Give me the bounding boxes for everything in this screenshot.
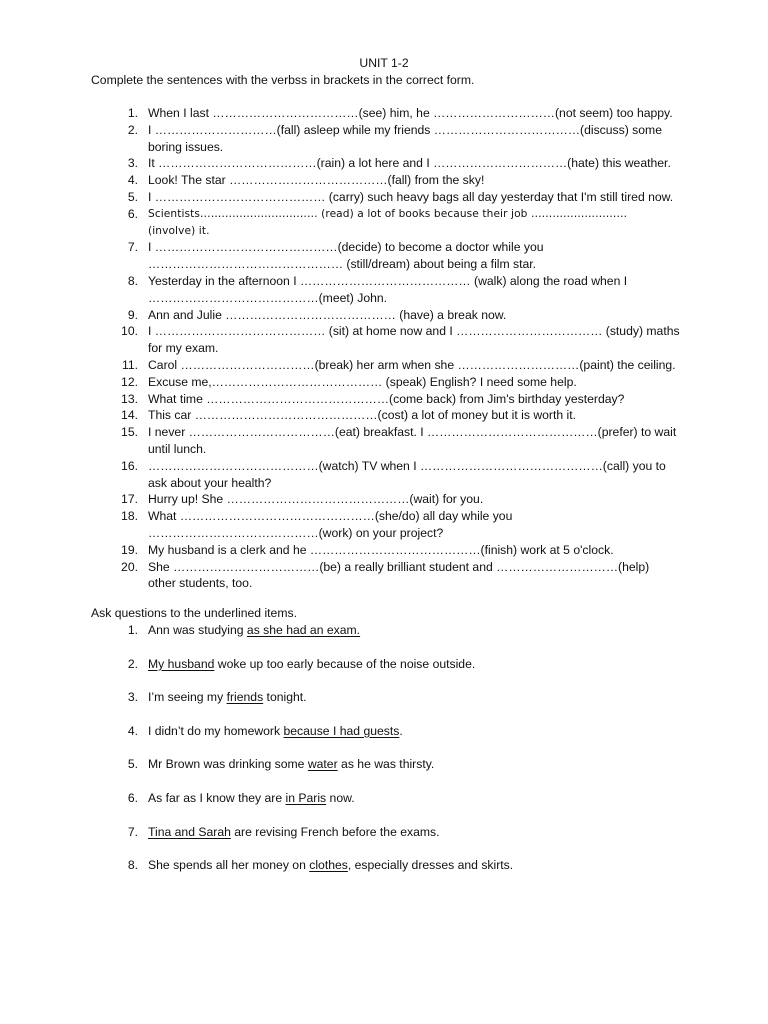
item-number: 3. — [127, 156, 138, 171]
list-item — [110, 122, 710, 156]
item-number: 15. — [121, 425, 138, 440]
underlined-item: My husband — [148, 656, 215, 671]
list-item — [110, 239, 710, 273]
underlined-item: Tina and Sarah — [148, 824, 231, 839]
list-item — [110, 458, 710, 492]
item-text: What …………………………………………(she/do) all day while you ……………………………………(work) on your project? — [148, 509, 513, 540]
underlined-item: because I had guests — [283, 723, 400, 738]
text-after: as he was thirsty. — [337, 757, 435, 772]
item-text: It …………………………………(rain) a lot here and I ……………………………(hate) this weather. — [148, 156, 671, 171]
underlined-item: friends — [226, 690, 264, 705]
list-item — [110, 622, 710, 656]
item-number: 18. — [121, 509, 138, 524]
text-before: I didn’t do my homework — [148, 723, 284, 738]
item-number: 11. — [121, 357, 138, 372]
item-number: 7. — [127, 824, 138, 839]
item-number: 1. — [127, 106, 138, 120]
item-number: 4. — [127, 173, 138, 188]
list-item — [110, 391, 710, 408]
item-number: 7. — [127, 240, 138, 255]
exercise-2-list — [110, 622, 710, 891]
item-text: Ann and Julie …………………………………… (have) a break now. — [148, 307, 507, 322]
item-number: 5. — [127, 757, 138, 772]
item-number: 5. — [127, 189, 138, 204]
list-item — [110, 105, 710, 122]
item-text: My husband is a clerk and he ……………………………………(finish) work at 5 o'clock. — [148, 542, 614, 557]
item-number: 6. — [127, 206, 138, 221]
item-text: I …………………………………… (carry) such heavy bags all day yesterday that I'm still tired now. — [148, 189, 674, 204]
item-text — [138, 790, 710, 824]
item-text: I ………………………………………(decide) to become a doctor while you ………………………………………… (still/dream) about being a film star. — [148, 240, 544, 272]
list-item — [110, 172, 710, 189]
text-before: Ann was studying — [148, 623, 247, 637]
list-item — [110, 357, 710, 374]
item-text: Hurry up! She ………………………………………(wait) for you. — [148, 492, 484, 507]
item-text: Look! The star …………………………………(fall) from the sky! — [148, 173, 485, 188]
page-title: UNIT 1-2 — [359, 56, 409, 70]
item-text — [138, 824, 710, 858]
text-before: Mr Brown was drinking some — [148, 757, 308, 772]
item-text — [138, 622, 710, 656]
text-before: As far as I know they are — [148, 790, 286, 805]
item-number: 13. — [121, 391, 138, 406]
item-number: 20. — [121, 559, 138, 574]
text-after: . — [399, 723, 403, 738]
list-item — [110, 790, 710, 824]
underlined-item: in Paris — [285, 790, 327, 805]
list-item — [110, 155, 710, 172]
underlined-item: water — [307, 757, 338, 772]
item-text: Yesterday in the afternoon I …………………………………… (walk) along the road when I ……………………………………(meet) John. — [148, 273, 628, 305]
list-item — [110, 189, 710, 206]
item-text: This car ………………………………………(cost) a lot of money but it is worth it. — [148, 408, 576, 423]
item-number: 9. — [127, 307, 138, 322]
item-number: 19. — [121, 542, 138, 557]
item-text — [138, 756, 710, 790]
item-text: I never ………………………………(eat) breakfast. I ……………………………………(prefer) to wait until lunch. — [148, 425, 677, 456]
list-item — [110, 824, 710, 858]
instruction-1: Complete the sentences with the verbss in brackets in the correct form. — [91, 73, 475, 87]
text-after: , especially dresses and skirts. — [347, 858, 514, 873]
exercise-1-list — [110, 105, 710, 592]
item-number: 8. — [127, 273, 138, 288]
item-number: 8. — [127, 858, 138, 873]
list-item — [110, 723, 710, 757]
item-number: 10. — [121, 324, 138, 339]
list-item — [110, 857, 710, 891]
item-text: I …………………………………… (sit) at home now and I ……………………………… (study) maths for my exam. — [148, 324, 680, 356]
text-after: are revising French before the exams. — [230, 824, 440, 839]
item-number: 4. — [127, 723, 138, 738]
underlined-item: clothes — [309, 858, 348, 873]
list-item — [110, 273, 710, 307]
list-item — [110, 508, 710, 542]
item-number: 3. — [127, 690, 138, 705]
list-item — [110, 323, 710, 357]
text-after: woke up too early because of the noise outside. — [214, 656, 476, 671]
item-number: 17. — [121, 492, 138, 507]
item-number: 12. — [121, 374, 138, 389]
list-item — [110, 374, 710, 391]
list-item — [110, 559, 710, 593]
item-number: 14. — [121, 408, 138, 423]
item-text: Excuse me,…………………………………… (speak) English? I need some help. — [148, 374, 577, 389]
list-item — [110, 307, 710, 324]
list-item — [110, 407, 710, 424]
item-text: When I last ………………………………(see) him, he …………………………(not seem) too happy. — [148, 106, 673, 120]
list-item — [110, 656, 710, 690]
item-text — [138, 656, 710, 690]
item-number: 16. — [121, 458, 138, 473]
item-text: Scientists…………………………… (read) a lot of books because their job ……………………… (involve) it. — [148, 207, 628, 237]
instruction-2: Ask questions to the underlined items. — [91, 606, 297, 620]
text-before: I’m seeing my — [148, 690, 227, 705]
list-item — [110, 542, 710, 559]
item-text — [138, 857, 710, 891]
list-item — [110, 206, 710, 240]
item-number: 6. — [127, 790, 138, 805]
item-text: What time ………………………………………(come back) from Jim's birthday yesterday? — [148, 391, 625, 406]
text-after: now. — [326, 790, 355, 805]
list-item — [110, 424, 710, 458]
item-number: 2. — [127, 656, 138, 671]
item-text: She ………………………………(be) a really brilliant student and …………………………(help) other students, too. — [148, 559, 650, 591]
item-number: 2. — [127, 122, 138, 137]
text-before: She spends all her money on — [148, 858, 310, 873]
list-item — [110, 689, 710, 723]
list-item — [110, 491, 710, 508]
item-text — [138, 723, 710, 757]
item-text: Carol ……………………………(break) her arm when she …………………………(paint) the ceiling. — [148, 357, 676, 372]
item-text: I …………………………(fall) asleep while my friends ………………………………(discuss) some boring issues. — [148, 122, 662, 154]
text-after: tonight. — [263, 690, 307, 705]
list-item — [110, 756, 710, 790]
underlined-item: as she had an exam. — [246, 623, 361, 637]
item-text — [138, 689, 710, 723]
item-text: ……………………………………(watch) TV when I ………………………………………(call) you to ask about your health? — [148, 458, 666, 490]
item-number: 1. — [127, 623, 138, 637]
